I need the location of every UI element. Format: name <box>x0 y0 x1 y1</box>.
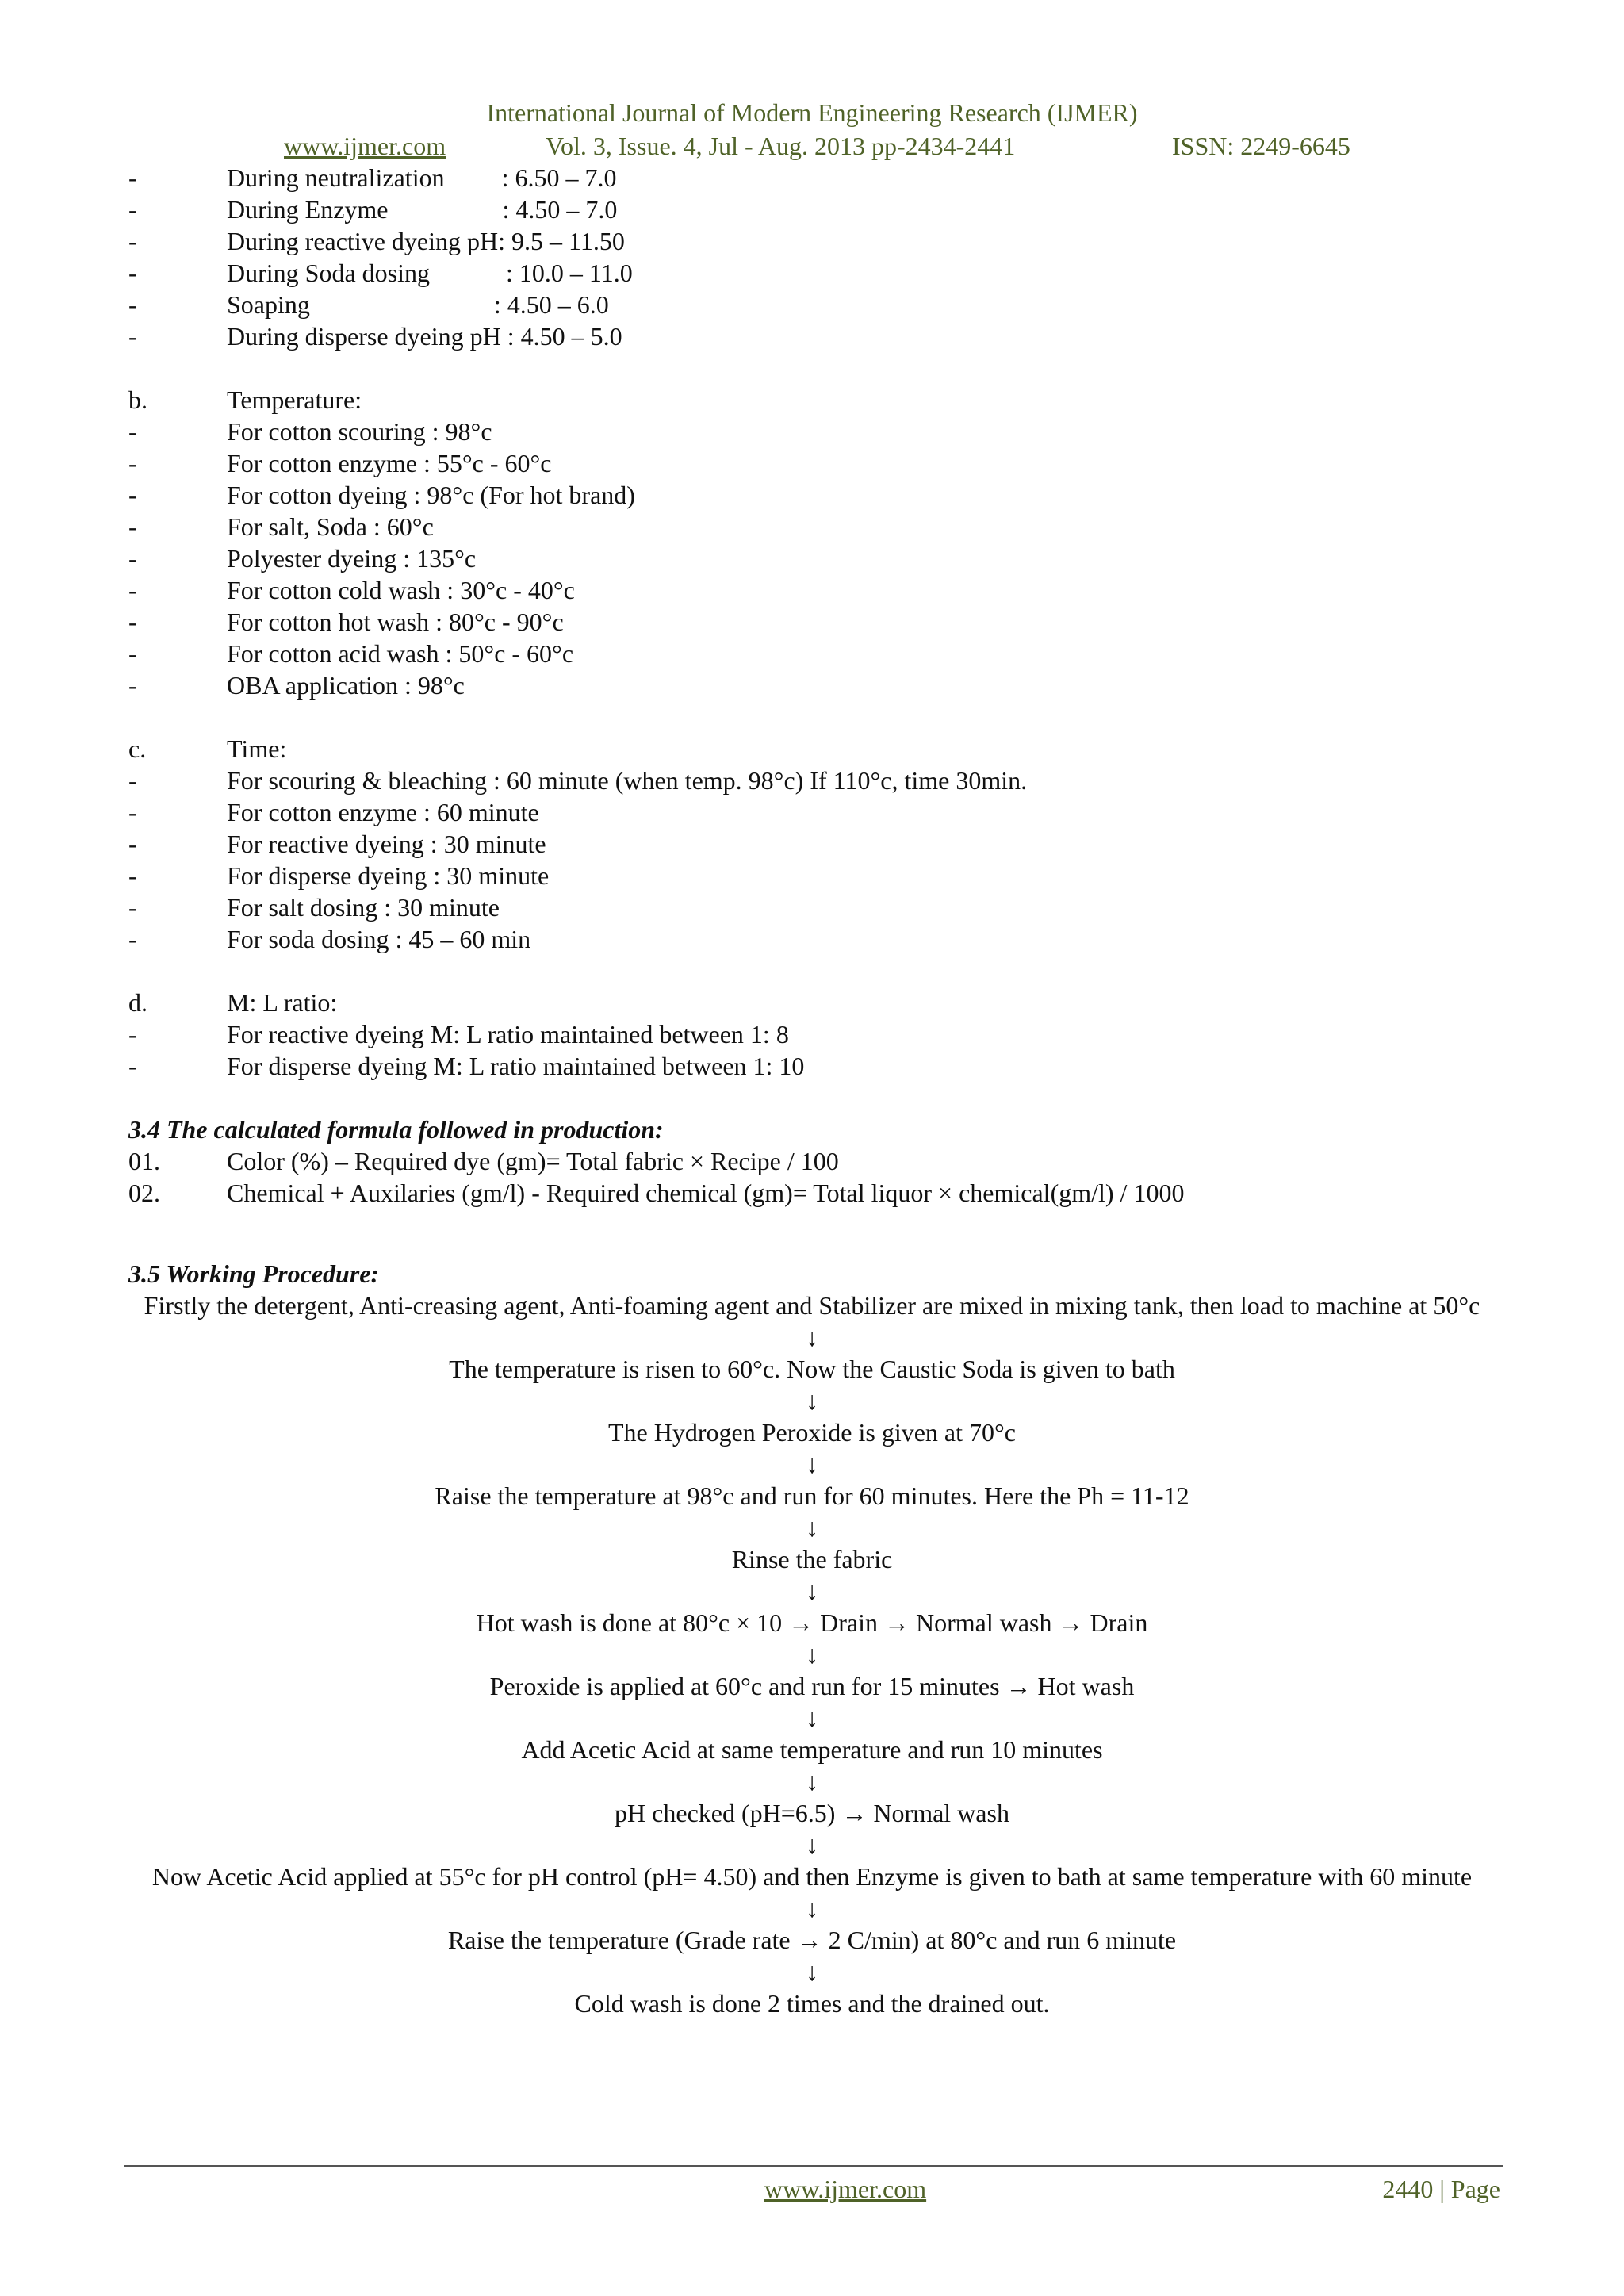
procedure-step: The Hydrogen Peroxide is given at 70°c <box>608 1418 1016 1447</box>
list-marker: - <box>128 290 137 319</box>
procedure-step: pH checked (pH=6.5) → Normal wash <box>615 1799 1009 1827</box>
list-marker: - <box>128 481 137 509</box>
down-arrow-icon: ↓ <box>806 1704 818 1732</box>
list-text: For soda dosing : 45 – 60 min <box>227 925 531 953</box>
procedure-step: Hot wash is done at 80°c × 10 → Drain → Normal wash → Drain <box>476 1608 1148 1637</box>
procedure-step: Firstly the detergent, Anti-creasing agent, Anti-foaming agent and Stabilizer are mixed in mixing tank, then load to machine at 50°c <box>144 1291 1480 1320</box>
list-text: Soaping : 4.50 – 6.0 <box>227 290 609 319</box>
list-text: For cotton dyeing : 98°c (For hot brand) <box>227 481 635 509</box>
list-marker: - <box>128 1020 137 1048</box>
list-text: For salt dosing : 30 minute <box>227 893 500 922</box>
section-3-5-title: 3.5 Working Procedure: <box>128 1259 380 1288</box>
list-text: For cotton enzyme : 60 minute <box>227 798 539 826</box>
header-issn: ISSN: 2249-6645 <box>1172 132 1350 160</box>
down-arrow-icon: ↓ <box>806 1323 818 1351</box>
list-text: For disperse dyeing : 30 minute <box>227 861 550 890</box>
down-arrow-icon: ↓ <box>806 1894 818 1922</box>
list-marker: - <box>128 608 137 636</box>
list-marker: 02. <box>128 1179 160 1207</box>
list-text: For cotton scouring : 98°c <box>227 417 492 446</box>
list-text: M: L ratio: <box>227 988 338 1017</box>
procedure-step: Rinse the fabric <box>731 1545 893 1573</box>
list-marker: - <box>128 1052 137 1080</box>
down-arrow-icon: ↓ <box>806 1386 818 1415</box>
procedure-step: Now Acetic Acid applied at 55°c for pH control (pH= 4.50) and then Enzyme is given to bath at same temperature with 60 minute <box>151 1862 1473 1891</box>
list-marker: - <box>128 798 137 826</box>
list-marker: - <box>128 417 137 446</box>
list-text: For scouring & bleaching : 60 minute (when temp. 98°c) If 110°c, time 30min. <box>227 766 1028 795</box>
list-marker: - <box>128 544 137 573</box>
list-text: For cotton acid wash : 50°c - 60°c <box>227 639 574 668</box>
list-text: During neutralization : 6.50 – 7.0 <box>227 163 617 192</box>
list-marker: - <box>128 861 137 890</box>
section-3-4-title: 3.4 The calculated formula followed in production: <box>128 1115 664 1144</box>
list-marker: 01. <box>128 1147 160 1175</box>
list-marker: - <box>128 639 137 668</box>
list-marker: - <box>128 322 137 351</box>
list-marker: - <box>128 576 137 604</box>
list-text: Time: <box>227 734 287 763</box>
procedure-step: Raise the temperature (Grade rate → 2 C/min) at 80°c and run 6 minute <box>447 1926 1177 1954</box>
list-marker: - <box>128 259 137 287</box>
list-text: For salt, Soda : 60°c <box>227 512 434 541</box>
procedure-step: Raise the temperature at 98°c and run for 60 minutes. Here the Ph = 11-12 <box>435 1481 1189 1510</box>
list-text: Temperature: <box>227 385 362 414</box>
procedure-step: Cold wash is done 2 times and the drained out. <box>574 1989 1050 2018</box>
list-marker: - <box>128 449 137 477</box>
list-text: Color (%) – Required dye (gm)= Total fabric × Recipe / 100 <box>227 1147 839 1175</box>
list-marker: - <box>128 893 137 922</box>
footer-url-link[interactable]: www.ijmer.com <box>764 2175 927 2203</box>
down-arrow-icon: ↓ <box>806 1767 818 1796</box>
list-marker: - <box>128 195 137 224</box>
procedure-step: Add Acetic Acid at same temperature and run 10 minutes <box>521 1735 1103 1764</box>
header-url-link[interactable]: www.ijmer.com <box>284 132 446 160</box>
down-arrow-icon: ↓ <box>806 1830 818 1859</box>
list-text: OBA application : 98°c <box>227 671 465 700</box>
header-volume: Vol. 3, Issue. 4, Jul - Aug. 2013 pp-2434-2441 <box>546 132 1016 160</box>
footer-divider <box>124 2165 1503 2167</box>
down-arrow-icon: ↓ <box>806 1957 818 1986</box>
list-text: For cotton enzyme : 55°c - 60°c <box>227 449 552 477</box>
down-arrow-icon: ↓ <box>806 1513 818 1542</box>
procedure-flowchart <box>119 1290 1505 2019</box>
header-info-line <box>0 130 1624 162</box>
list-marker: b. <box>128 385 147 414</box>
list-text: For disperse dyeing M: L ratio maintained between 1: 10 <box>227 1052 805 1080</box>
page-number: 2440 | Page <box>1382 2175 1500 2203</box>
list-text: During Enzyme : 4.50 – 7.0 <box>227 195 618 224</box>
down-arrow-icon: ↓ <box>806 1450 818 1478</box>
procedure-step: Peroxide is applied at 60°c and run for 15 minutes → Hot wash <box>489 1672 1135 1700</box>
list-marker: d. <box>128 988 147 1017</box>
down-arrow-icon: ↓ <box>806 1640 818 1669</box>
list-marker: - <box>128 830 137 858</box>
list-marker: - <box>128 925 137 953</box>
list-text: For cotton hot wash : 80°c - 90°c <box>227 608 564 636</box>
list-text: For reactive dyeing M: L ratio maintained between 1: 8 <box>227 1020 789 1048</box>
list-text: For cotton cold wash : 30°c - 40°c <box>227 576 575 604</box>
list-text: During Soda dosing : 10.0 – 11.0 <box>227 259 633 287</box>
down-arrow-icon: ↓ <box>806 1577 818 1605</box>
list-text: During reactive dyeing pH: 9.5 – 11.50 <box>227 227 625 255</box>
list-marker: - <box>128 766 137 795</box>
list-marker: - <box>128 512 137 541</box>
list-marker: c. <box>128 734 147 763</box>
list-text: For reactive dyeing : 30 minute <box>227 830 546 858</box>
list-marker: - <box>128 227 137 255</box>
procedure-step: The temperature is risen to 60°c. Now the Caustic Soda is given to bath <box>449 1355 1175 1383</box>
journal-title: International Journal of Modern Engineering Research (IJMER) <box>486 98 1138 127</box>
list-text: Polyester dyeing : 135°c <box>227 544 477 573</box>
list-text: Chemical + Auxilaries (gm/l) - Required chemical (gm)= Total liquor × chemical(gm/l) / 1000 <box>227 1179 1185 1207</box>
list-marker: - <box>128 671 137 700</box>
list-text: During disperse dyeing pH : 4.50 – 5.0 <box>227 322 622 351</box>
list-marker: - <box>128 163 137 192</box>
